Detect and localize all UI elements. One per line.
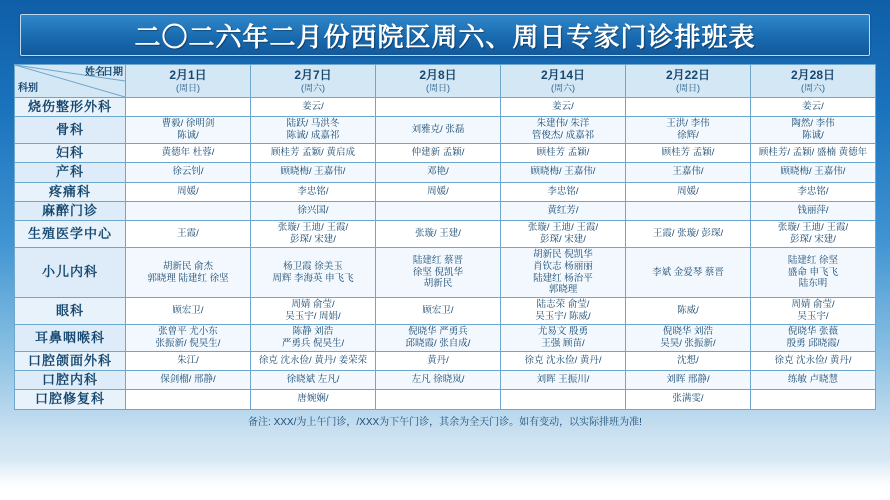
doctor-names-line: 徐克 沈永俭/ 黄丹/ 姜荣荣	[258, 354, 368, 366]
doctor-names-line: 朱江/	[177, 354, 199, 366]
schedule-cell	[126, 390, 251, 409]
schedule-cell	[251, 371, 376, 390]
schedule-cell	[251, 325, 376, 352]
column-date-3: 2月14日	[540, 67, 586, 82]
table-corner-header	[15, 65, 126, 98]
schedule-cell	[376, 117, 501, 144]
doctor-names-line: 周辉 李海英 申飞飞	[272, 272, 354, 284]
doctor-names-line: 周媛/	[427, 185, 449, 197]
schedule-cell	[751, 390, 876, 409]
table-row	[15, 371, 876, 390]
schedule-cell	[501, 98, 626, 117]
schedule-cell	[751, 371, 876, 390]
schedule-cell	[376, 182, 501, 201]
schedule-cell	[251, 390, 376, 409]
table-row	[15, 351, 876, 370]
table-header	[15, 65, 876, 98]
schedule-cell	[501, 117, 626, 144]
schedule-cell	[376, 298, 501, 325]
doctor-names-line: 彭琛/ 宋建/	[290, 233, 336, 245]
schedule-cell	[251, 201, 376, 220]
doctor-names-line: 陈诚/ 成嘉祁	[286, 130, 340, 142]
schedule-cell	[501, 182, 626, 201]
doctor-names-line: 张满雯/	[672, 393, 704, 405]
doctor-names-line: 徐辉/	[677, 130, 699, 142]
schedule-cell	[126, 182, 251, 201]
header-row	[15, 65, 876, 98]
corner-date-label: 日期	[103, 67, 123, 78]
schedule-cell	[126, 117, 251, 144]
schedule-cell	[501, 221, 626, 248]
department-label: 耳鼻咽喉科	[15, 325, 126, 352]
doctor-names-line: 郭晓理 陆建红 徐坚	[147, 272, 229, 284]
doctor-names-line: 陶然/ 李伟	[791, 118, 835, 130]
schedule-cell	[376, 351, 501, 370]
doctor-names-line: 倪晓华 张薇	[787, 326, 839, 337]
doctor-names-line: 姜云/	[802, 101, 824, 113]
doctor-names-line: 吴玉宇/	[797, 311, 829, 323]
doctor-names-line: 徐克 沈永俭/ 黄丹/	[524, 354, 602, 366]
column-header-3	[501, 65, 626, 98]
doctor-names-line: 张璇/ 王建/	[415, 227, 461, 239]
schedule-cell	[751, 351, 876, 370]
department-label: 疼痛科	[15, 182, 126, 201]
doctor-names-line: 朱建伟/ 朱洋	[536, 118, 590, 130]
schedule-cell	[501, 201, 626, 220]
doctor-names-line: 李忠铭/	[797, 185, 829, 197]
schedule-cell	[376, 247, 501, 298]
schedule-cell	[251, 351, 376, 370]
doctor-names-line: 吴玉宇/ 周娟/	[285, 311, 341, 323]
doctor-names-line: 周婧 俞莹/	[291, 299, 335, 311]
department-label: 烧伤整形外科	[15, 98, 126, 117]
corner-dept-label: 科别	[18, 82, 38, 94]
doctor-names-line: 曹毅/ 徐明剑	[161, 118, 215, 130]
doctor-names-line: 王洪/ 李伟	[666, 118, 710, 130]
doctor-names-line: 杨卫霞 徐美玉	[283, 260, 343, 272]
doctor-names-line: 顾晓梅/ 王嘉伟/	[530, 166, 596, 178]
schedule-cell	[126, 144, 251, 163]
table-row	[15, 182, 876, 201]
schedule-cell	[751, 325, 876, 352]
column-header-2	[376, 65, 501, 98]
doctor-names-line: 胡新民 俞杰	[162, 260, 214, 272]
schedule-cell	[751, 221, 876, 248]
column-date-0: 2月1日	[169, 67, 207, 82]
doctor-names-line: 管俊杰/ 成嘉祁	[531, 130, 595, 142]
doctor-names-line: 邱晓霞/ 张自成/	[405, 337, 471, 349]
column-header-1	[251, 65, 376, 98]
doctor-names-line: 保剑榴/ 邢静/	[160, 374, 216, 386]
schedule-cell	[251, 247, 376, 298]
doctor-names-line: 张璇/ 王迪/ 王霞/	[527, 222, 599, 233]
table-row	[15, 163, 876, 182]
column-weekday-2: (周日)	[426, 82, 450, 93]
doctor-names-line: 胡新民 倪凯华	[533, 248, 593, 260]
page-title-bar	[20, 14, 870, 56]
doctor-names-line: 顾桂芳/ 孟颖/ 盛楠 黄德年	[758, 147, 868, 159]
doctor-names-line: 顾桂芳 孟颖/ 黄启成	[271, 147, 355, 159]
column-date-4: 2月22日	[665, 67, 711, 82]
schedule-cell	[251, 298, 376, 325]
doctor-names-line: 刘晖 王振川/	[536, 374, 590, 386]
schedule-cell	[626, 201, 751, 220]
doctor-names-line: 陆东明	[798, 278, 828, 290]
doctor-names-line: 王强 顾苗/	[541, 337, 585, 349]
footer-note: 备注: XXX/为上午门诊，/XXX为下午门诊，其余为全天门诊。如有变动，以实际排班为准!	[248, 416, 642, 428]
schedule-cell	[751, 163, 876, 182]
schedule-cell	[501, 390, 626, 409]
schedule-cell	[626, 144, 751, 163]
department-label: 口腔修复科	[15, 390, 126, 409]
column-date-5: 2月28日	[790, 67, 836, 82]
schedule-cell	[751, 298, 876, 325]
corner-name-label: 姓名	[85, 67, 105, 78]
schedule-cell	[751, 247, 876, 298]
doctor-names-line: 陆跃/ 马洪冬	[286, 118, 340, 130]
doctor-names-line: 尤易文 殷勇	[537, 326, 589, 337]
schedule-cell	[251, 221, 376, 248]
schedule-cell	[626, 221, 751, 248]
doctor-names-line: 彭琛/ 宋建/	[790, 233, 836, 245]
doctor-names-line: 顾宏卫/	[172, 305, 204, 317]
doctor-names-line: 黄红芳/	[547, 204, 579, 216]
schedule-cell	[376, 98, 501, 117]
schedule-table	[14, 64, 876, 410]
doctor-names-line: 徐晓斌 左凡/	[286, 374, 340, 386]
doctor-names-line: 盛命 申飞飞	[787, 266, 839, 278]
doctor-names-line: 陈威/	[677, 305, 699, 317]
column-header-0	[126, 65, 251, 98]
schedule-cell	[751, 98, 876, 117]
doctor-names-line: 黄丹/	[427, 354, 449, 366]
doctor-names-line: 姜云/	[552, 101, 574, 113]
table-row	[15, 298, 876, 325]
doctor-names-line: 刘晖 邢静/	[666, 374, 710, 386]
doctor-names-line: 顾桂芳 孟颖/	[536, 147, 590, 159]
doctor-names-line: 陆建红 蔡晋	[412, 254, 464, 266]
doctor-names-line: 吴昊/ 张振新/	[660, 337, 716, 349]
doctor-names-line: 李忠铭/	[547, 185, 579, 197]
schedule-cell	[251, 182, 376, 201]
schedule-cell	[751, 182, 876, 201]
doctor-names-line: 黄德年 杜蓉/	[161, 147, 215, 159]
doctor-names-line: 陆建红 徐坚	[787, 254, 839, 266]
doctor-names-line: 唐婉娴/	[297, 393, 329, 405]
department-label: 骨科	[15, 117, 126, 144]
schedule-cell	[126, 247, 251, 298]
doctor-names-line: 钱丽萍/	[797, 204, 829, 216]
column-weekday-1: (周六)	[301, 82, 325, 93]
schedule-cell	[501, 247, 626, 298]
schedule-cell	[626, 351, 751, 370]
schedule-cell	[501, 351, 626, 370]
schedule-cell	[501, 325, 626, 352]
schedule-cell	[126, 98, 251, 117]
department-label: 麻醉门诊	[15, 201, 126, 220]
schedule-cell	[126, 163, 251, 182]
doctor-names-line: 王霞/	[177, 227, 199, 239]
schedule-cell	[626, 117, 751, 144]
schedule-cell	[376, 221, 501, 248]
schedule-cell	[126, 298, 251, 325]
doctor-names-line: 沈想/	[677, 354, 699, 366]
schedule-cell	[501, 163, 626, 182]
doctor-names-line: 徐坚 倪凯华	[412, 266, 464, 278]
doctor-names-line: 仲建新 孟颖/	[411, 147, 465, 159]
doctor-names-line: 张振新/ 倪昊生/	[155, 337, 221, 349]
doctor-names-line: 陆志荣 俞莹/	[536, 299, 590, 311]
table-row	[15, 325, 876, 352]
schedule-cell	[376, 144, 501, 163]
department-label: 产科	[15, 163, 126, 182]
column-date-2: 2月8日	[419, 67, 457, 82]
doctor-names-line: 李斌 金爱琴 蔡晋	[652, 266, 724, 278]
doctor-names-line: 徐兴国/	[297, 204, 329, 216]
doctor-names-line: 殷勇 邱晓霞/	[786, 337, 840, 349]
doctor-names-line: 陈诚/	[802, 130, 824, 142]
doctor-names-line: 周媛/	[677, 185, 699, 197]
column-weekday-5: (周六)	[801, 82, 825, 93]
table-row	[15, 221, 876, 248]
schedule-cell	[626, 98, 751, 117]
schedule-cell	[126, 351, 251, 370]
doctor-names-line: 刘雅克/ 张磊	[411, 124, 465, 136]
schedule-cell	[501, 144, 626, 163]
doctor-names-line: 郭晓理	[548, 284, 578, 296]
table-row	[15, 144, 876, 163]
doctor-names-line: 徐云钊/	[172, 166, 204, 178]
column-weekday-4: (周日)	[676, 82, 700, 93]
doctor-names-line: 李忠铭/	[297, 185, 329, 197]
column-header-4	[626, 65, 751, 98]
department-label: 眼科	[15, 298, 126, 325]
table-row	[15, 98, 876, 117]
doctor-names-line: 姜云/	[302, 101, 324, 113]
doctor-names-line: 吴玉宇/ 陈威/	[535, 311, 591, 323]
department-label: 口腔内科	[15, 371, 126, 390]
doctor-names-line: 倪晓华 刘浩	[662, 326, 714, 337]
doctor-names-line: 顾宏卫/	[422, 305, 454, 317]
schedule-cell	[751, 201, 876, 220]
schedule-cell	[626, 325, 751, 352]
department-label: 妇科	[15, 144, 126, 163]
schedule-cell	[376, 163, 501, 182]
doctor-names-line: 陈诚/	[177, 130, 199, 142]
table-body	[15, 98, 876, 410]
doctor-names-line: 邓艳/	[427, 166, 449, 178]
schedule-cell	[501, 371, 626, 390]
schedule-cell	[126, 371, 251, 390]
doctor-names-line: 练敏 卢晓慧	[787, 374, 839, 386]
doctor-names-line: 陆建红 杨治平	[533, 272, 593, 284]
doctor-names-line: 严勇兵 倪昊生/	[281, 337, 345, 349]
schedule-cell	[626, 247, 751, 298]
schedule-cell	[376, 390, 501, 409]
column-date-1: 2月7日	[294, 67, 332, 82]
schedule-cell	[626, 371, 751, 390]
schedule-cell	[626, 182, 751, 201]
doctor-names-line: 张曾平 尤小东	[158, 326, 218, 337]
schedule-cell	[626, 390, 751, 409]
schedule-cell	[751, 144, 876, 163]
doctor-names-line: 王嘉伟/	[672, 166, 704, 178]
doctor-names-line: 周婧 俞莹/	[791, 299, 835, 311]
doctor-names-line: 彭琛/ 宋建/	[540, 233, 586, 245]
doctor-names-line: 胡新民	[423, 278, 453, 290]
schedule-cell	[626, 163, 751, 182]
schedule-cell	[376, 325, 501, 352]
department-label: 口腔颌面外科	[15, 351, 126, 370]
table-row	[15, 117, 876, 144]
doctor-names-line: 顾桂芳 孟颖/	[661, 147, 715, 159]
column-weekday-0: (周日)	[176, 82, 200, 93]
department-label: 生殖医学中心	[15, 221, 126, 248]
schedule-cell	[376, 371, 501, 390]
doctor-names-line: 周媛/	[177, 185, 199, 197]
doctor-names-line: 张璇/ 王迪/ 王霞/	[777, 222, 849, 233]
schedule-cell	[251, 144, 376, 163]
doctor-names-line: 王霞/ 张璇/ 彭琛/	[652, 227, 724, 239]
schedule-cell	[126, 325, 251, 352]
doctor-names-line: 顾晓梅/ 王嘉伟/	[280, 166, 346, 178]
page-title: 二〇二六年二月份西院区周六、周日专家门诊排班表	[134, 21, 756, 52]
doctor-names-line: 肖钦志 杨丽丽	[533, 260, 593, 272]
doctor-names-line: 左凡 徐晓岚/	[411, 374, 465, 386]
table-row	[15, 247, 876, 298]
schedule-cell	[126, 201, 251, 220]
department-label: 小儿内科	[15, 247, 126, 298]
doctor-names-line: 张璇/ 王迪/ 王霞/	[277, 222, 349, 233]
schedule-cell	[251, 117, 376, 144]
schedule-cell	[626, 298, 751, 325]
table-row	[15, 201, 876, 220]
table-row	[15, 390, 876, 409]
schedule-cell	[126, 221, 251, 248]
schedule-cell	[251, 163, 376, 182]
schedule-cell	[751, 117, 876, 144]
doctor-names-line: 徐克 沈永俭/ 黄丹/	[774, 354, 852, 366]
doctor-names-line: 陈静 刘浩	[292, 326, 334, 337]
doctor-names-line: 顾晓梅/ 王嘉伟/	[780, 166, 846, 178]
column-header-5	[751, 65, 876, 98]
column-weekday-3: (周六)	[551, 82, 575, 93]
schedule-cell	[501, 298, 626, 325]
schedule-cell	[251, 98, 376, 117]
schedule-cell	[376, 201, 501, 220]
doctor-names-line: 倪晓华 严勇兵	[408, 326, 468, 337]
